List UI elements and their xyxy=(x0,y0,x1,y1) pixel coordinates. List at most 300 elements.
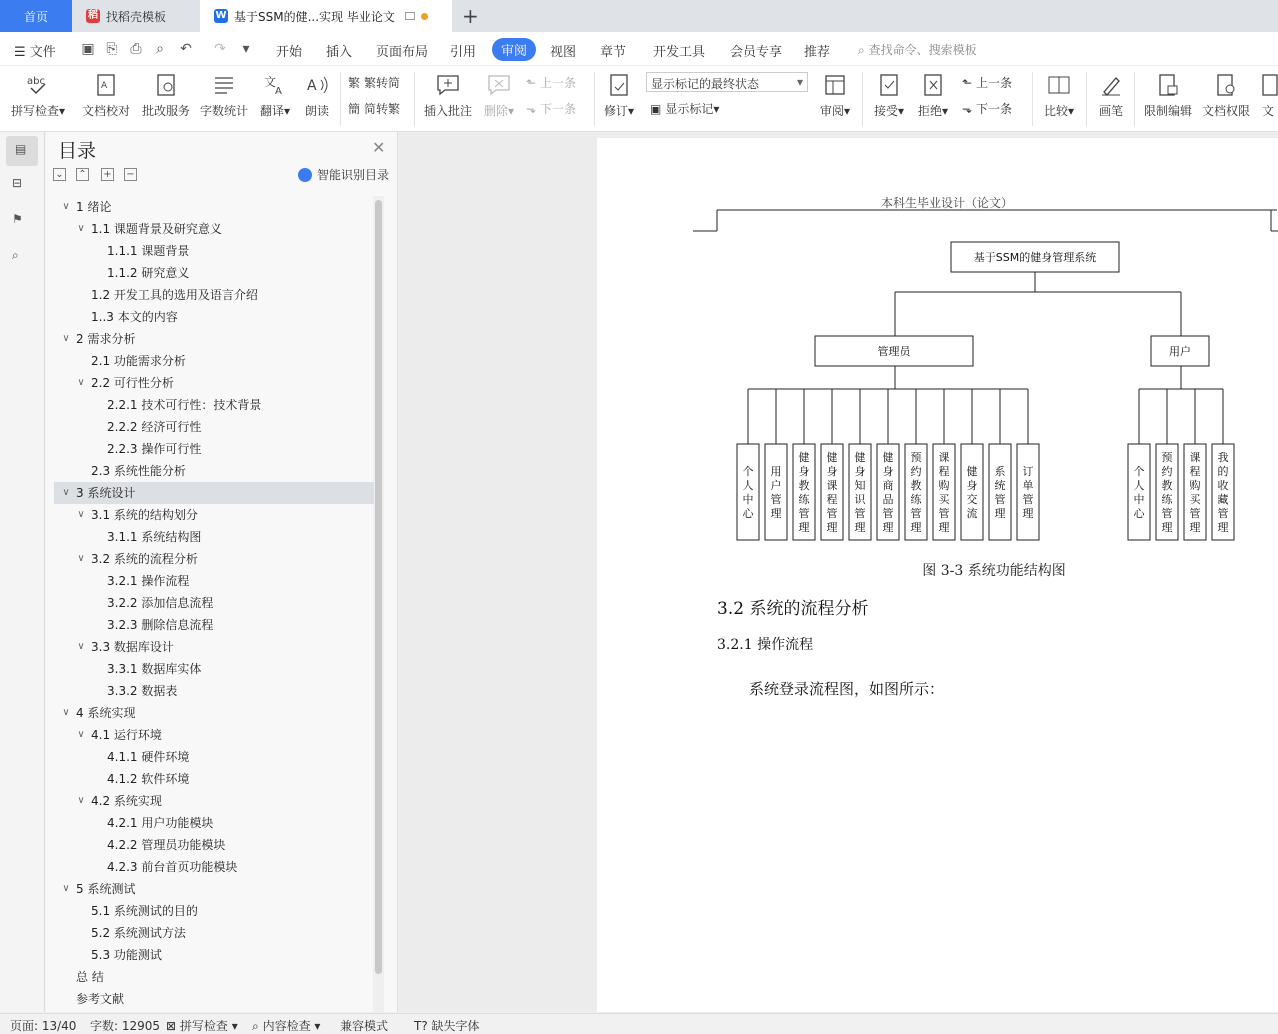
user-node-label: 用户 xyxy=(1169,345,1191,358)
toc-item[interactable] xyxy=(54,482,374,504)
toc-item-label: 5 系统测试 xyxy=(76,882,136,896)
unsaved-dot-icon xyxy=(421,13,428,20)
spell-check-icon xyxy=(25,72,51,98)
toc-item-label: 3.3.2 数据表 xyxy=(107,684,178,698)
leaf-char: 身 xyxy=(798,465,810,478)
reject-label: 拒绝 xyxy=(917,104,942,118)
leaf-char: 管 xyxy=(994,493,1006,506)
spell-status-icon: ⊠ xyxy=(166,1019,177,1033)
toc-item-label: 4.1.2 软件环境 xyxy=(107,772,190,786)
toc-item[interactable] xyxy=(54,746,374,768)
nav-pane-icon[interactable]: ⊟ xyxy=(12,176,23,190)
leaf-char: 健 xyxy=(826,451,838,464)
status-bar xyxy=(0,1013,1278,1033)
chevron-down-icon[interactable]: ∨ xyxy=(77,641,85,652)
compare-button[interactable]: 比较▾ xyxy=(1040,72,1078,119)
insert-comment-icon xyxy=(435,72,461,98)
menu-chapter[interactable]: 章节 xyxy=(600,45,627,60)
leaf-box xyxy=(989,444,1011,540)
prev-change-button[interactable] xyxy=(962,74,1012,91)
toc-item[interactable] xyxy=(54,724,374,746)
leaf-char: 统 xyxy=(994,479,1006,492)
proofread-label: 文档校对 xyxy=(81,104,130,118)
undo-icon[interactable]: ↶ xyxy=(180,41,192,57)
file-menu[interactable]: ☰ 文件 xyxy=(14,45,56,60)
menu-start[interactable]: 开始 xyxy=(276,45,303,60)
chevron-down-icon[interactable]: ∨ xyxy=(77,553,85,564)
menu-member[interactable]: 会员专享 xyxy=(730,45,783,60)
toc-item[interactable] xyxy=(54,196,374,218)
reject-icon xyxy=(920,72,946,98)
menu-developer[interactable]: 开发工具 xyxy=(653,45,706,60)
chevron-down-icon[interactable]: ∨ xyxy=(62,883,70,894)
leaf-char: 用 xyxy=(770,465,782,478)
leaf-char: 户 xyxy=(770,479,782,492)
leaf-box xyxy=(1017,444,1039,540)
next-change-icon: ⬎ xyxy=(962,101,973,116)
toc-item-label: 4.1.1 硬件环境 xyxy=(107,750,190,764)
toc-item[interactable] xyxy=(54,438,374,460)
toc-item-label: 2.1 功能需求分析 xyxy=(91,354,186,368)
page-indicator[interactable]: 页面: 13/40 xyxy=(10,1019,77,1033)
leaf-char: 买 xyxy=(938,493,950,506)
toc-item-label: 5.3 功能测试 xyxy=(91,948,162,962)
leaf-char: 身 xyxy=(882,465,894,478)
structure-diagram xyxy=(597,138,1278,568)
search-icon[interactable]: ⌕ xyxy=(12,248,19,262)
read-aloud-icon xyxy=(304,72,330,98)
leaf-char: 程 xyxy=(826,493,838,506)
expand-plus-icon[interactable]: + xyxy=(101,168,114,181)
toc-item[interactable] xyxy=(54,284,374,306)
leaf-char: 藏 xyxy=(1217,493,1229,506)
toc-item-label: 1 绪论 xyxy=(76,200,112,214)
doc-rights-button[interactable] xyxy=(1200,72,1252,119)
toc-item-label: 4.2 系统实现 xyxy=(91,794,162,808)
toc-item-label: 4.2.1 用户功能模块 xyxy=(107,816,214,830)
leaf-char: 管 xyxy=(1022,493,1034,506)
tab-home[interactable] xyxy=(0,0,72,32)
toc-item[interactable] xyxy=(54,944,374,966)
tab-daoke-label: 找稻壳模板 xyxy=(106,9,167,24)
translate-icon xyxy=(262,72,288,98)
revise-button[interactable]: 修订▾ xyxy=(600,72,638,119)
toc-panel xyxy=(46,132,398,1012)
chevron-down-icon[interactable]: ∨ xyxy=(62,333,70,344)
toc-item[interactable] xyxy=(54,790,374,812)
pen-button[interactable] xyxy=(1094,72,1128,119)
admin-node-label: 管理员 xyxy=(877,345,911,358)
leaf-char: 收 xyxy=(1217,479,1229,492)
toc-item-label: 4 系统实现 xyxy=(76,706,136,720)
leaf-char: 理 xyxy=(854,521,866,534)
wps-writer-icon: W xyxy=(215,10,227,21)
toc-item[interactable] xyxy=(54,812,374,834)
toc-item[interactable] xyxy=(54,988,374,1010)
review-ribbon xyxy=(0,66,1278,132)
toc-item-label: 参考文献 xyxy=(76,992,125,1006)
toc-item-label: 2 需求分析 xyxy=(76,332,136,346)
translate-button[interactable]: 文 A 翻译▾ xyxy=(256,72,294,119)
ribbon-separator xyxy=(1086,72,1087,126)
menu-review[interactable]: 审阅 xyxy=(492,38,536,61)
leaf-char: 理 xyxy=(882,521,894,534)
smart-toc-button[interactable] xyxy=(298,166,389,183)
toc-item-label: 3 系统设计 xyxy=(76,486,136,500)
toc-item[interactable] xyxy=(54,966,374,988)
chevron-down-icon[interactable]: ∨ xyxy=(62,201,70,212)
show-markup-button[interactable]: ▣ 显示标记 ▾ xyxy=(650,101,720,116)
next-change-label: 下一条 xyxy=(976,102,1013,116)
leaf-char: 个 xyxy=(742,465,754,478)
ribbon-separator xyxy=(594,72,595,126)
redo-icon[interactable]: ↷ xyxy=(214,41,226,57)
tab-bar xyxy=(0,0,1278,32)
revise-label: 修订 xyxy=(603,104,628,118)
toc-item-label: 5.1 系统测试的目的 xyxy=(91,904,198,918)
pen-label: 画笔 xyxy=(1098,104,1123,118)
word-count-label: 字数统计 xyxy=(199,104,248,118)
toc-item[interactable] xyxy=(54,328,374,350)
insert-comment-button[interactable] xyxy=(422,72,474,119)
restrict-edit-button[interactable] xyxy=(1140,72,1196,119)
doc-rights-label: 文档权限 xyxy=(1201,104,1250,118)
close-icon[interactable]: ✕ xyxy=(372,138,386,157)
leaf-char: 理 xyxy=(798,521,810,534)
leaf-char: 人 xyxy=(742,479,754,492)
collapse-all-icon[interactable]: ⌄ xyxy=(53,168,66,181)
chevron-down-icon[interactable]: ∨ xyxy=(62,707,70,718)
figure-caption-text: 图 3-3 系统功能结构图 xyxy=(922,563,1066,579)
print-icon[interactable]: ⎙ xyxy=(130,41,142,57)
leaf-char: 管 xyxy=(938,507,950,520)
toc-item[interactable] xyxy=(54,680,374,702)
toc-item-label: 1.1 课题背景及研究意义 xyxy=(91,222,222,236)
next-comment-button[interactable] xyxy=(526,100,576,117)
file-menu-label: 文件 xyxy=(29,45,56,60)
command-search-placeholder: 查找命令、搜索模板 xyxy=(868,43,977,57)
ribbon-separator xyxy=(1134,72,1135,126)
leaf-char: 课 xyxy=(1189,451,1201,464)
toc-item-label: 3.2.3 删除信息流程 xyxy=(107,618,214,632)
leaf-char: 练 xyxy=(798,493,810,506)
leaf-char: 身 xyxy=(826,465,838,478)
leaf-char: 身 xyxy=(854,465,866,478)
leaf-char: 管 xyxy=(910,507,922,520)
toc-item[interactable] xyxy=(54,592,374,614)
toc-scrollbar[interactable] xyxy=(375,200,382,974)
translate-label: 翻译 xyxy=(259,104,284,118)
new-tab-button[interactable]: + xyxy=(462,4,479,28)
leaf-char: 管 xyxy=(1217,507,1229,520)
chevron-down-icon[interactable]: ∨ xyxy=(77,509,85,520)
toc-item[interactable] xyxy=(54,416,374,438)
menu-insert[interactable]: 插入 xyxy=(326,45,353,60)
leaf-char: 健 xyxy=(882,451,894,464)
trad-to-simp-button[interactable] xyxy=(348,74,400,91)
batch-service-button[interactable] xyxy=(140,72,192,119)
menu-layout[interactable]: 页面布局 xyxy=(376,45,429,60)
leaf-char: 交 xyxy=(966,493,978,506)
tab-document-label: 基于SSM的健...实现 毕业论文 xyxy=(234,9,395,24)
root-node-label: 基于SSM的健身管理系统 xyxy=(973,251,1097,264)
expand-up-icon[interactable]: ⌃ xyxy=(76,168,89,181)
toc-item[interactable] xyxy=(54,636,374,658)
toc-item-label: 4.2.2 管理员功能模块 xyxy=(107,838,226,852)
missing-font-label: 缺失字体 xyxy=(431,1019,480,1033)
doc-icon xyxy=(1258,72,1278,98)
toc-item-label: 3.1 系统的结构划分 xyxy=(91,508,198,522)
tab-daoke[interactable] xyxy=(72,0,200,32)
leaf-char: 身 xyxy=(966,479,978,492)
leaf-char: 理 xyxy=(770,507,782,520)
section-heading: 3.2 系统的流程分析 xyxy=(717,599,869,619)
leaf-box xyxy=(1128,444,1150,540)
leaf-box xyxy=(961,444,983,540)
toc-item-label: 1.1.2 研究意义 xyxy=(107,266,190,280)
content-check-status-label: 内容检查 xyxy=(262,1019,311,1033)
content-check-status[interactable]: ⌕ 内容检查 ▾ xyxy=(252,1019,321,1033)
leaf-char: 课 xyxy=(826,479,838,492)
leaf-char: 理 xyxy=(1189,521,1201,534)
doc-more-button[interactable] xyxy=(1258,72,1278,119)
toc-item[interactable] xyxy=(54,394,374,416)
customize-icon[interactable]: ▾ xyxy=(242,41,250,57)
spell-check-status[interactable]: ⊠ 拼写检查 ▾ xyxy=(166,1019,238,1033)
delete-comment-button[interactable]: 删除▾ xyxy=(480,72,518,119)
toc-item[interactable] xyxy=(54,218,374,240)
show-markup-label: 显示标记 xyxy=(665,102,714,116)
menu-reference[interactable]: 引用 xyxy=(450,45,477,60)
leaf-char: 订 xyxy=(1022,465,1034,478)
toc-item[interactable] xyxy=(54,878,374,900)
leaf-char: 知 xyxy=(854,479,866,492)
leaf-char: 约 xyxy=(1161,465,1173,478)
toc-item[interactable] xyxy=(54,922,374,944)
accept-label: 接受 xyxy=(873,104,898,118)
toc-item[interactable] xyxy=(54,350,374,372)
leaf-char: 理 xyxy=(1022,507,1034,520)
toc-item-label: 3.3.1 数据库实体 xyxy=(107,662,202,676)
leaf-char: 管 xyxy=(882,507,894,520)
review-pane-label: 审阅 xyxy=(819,104,844,118)
toc-item-label: 1..3 本文的内容 xyxy=(91,310,178,324)
next-change-button[interactable] xyxy=(962,100,1012,117)
leaf-char: 练 xyxy=(910,493,922,506)
window-icon[interactable] xyxy=(405,12,415,20)
read-aloud-label: 朗读 xyxy=(304,104,329,118)
toc-item[interactable] xyxy=(54,306,374,328)
leaf-char: 系 xyxy=(994,465,1006,478)
prev-comment-label: 上一条 xyxy=(540,76,577,90)
word-count-icon xyxy=(211,72,237,98)
accept-button[interactable]: 接受▾ xyxy=(870,72,908,119)
svg-text:A: A xyxy=(307,78,317,94)
pen-icon xyxy=(1098,72,1124,98)
toc-item[interactable] xyxy=(54,548,374,570)
leaf-char: 预 xyxy=(910,451,922,464)
review-pane-icon xyxy=(822,72,848,98)
reject-button[interactable]: 拒绝▾ xyxy=(914,72,952,119)
leaf-char: 管 xyxy=(1189,507,1201,520)
leaf-char: 识 xyxy=(854,493,866,506)
proofread-button[interactable] xyxy=(80,72,132,119)
prev-comment-icon: ⬑ xyxy=(526,75,537,90)
leaf-char: 练 xyxy=(1161,493,1173,506)
leaf-char: 个 xyxy=(1133,465,1145,478)
svg-text:A: A xyxy=(101,81,108,91)
simp-to-trad-button[interactable] xyxy=(348,100,400,117)
menu-recommend[interactable]: 推荐 xyxy=(804,45,831,60)
leaf-char: 管 xyxy=(798,507,810,520)
print-preview-icon[interactable]: ⌕ xyxy=(156,41,164,57)
search-icon: ⌕ xyxy=(858,43,865,57)
toc-item-label: 2.2 可行性分析 xyxy=(91,376,174,390)
leaf-char: 我 xyxy=(1217,451,1229,464)
toc-item[interactable] xyxy=(54,900,374,922)
toc-item-label: 3.2 系统的流程分析 xyxy=(91,552,198,566)
toc-item[interactable] xyxy=(54,460,374,482)
prev-comment-button[interactable] xyxy=(526,74,576,91)
toc-item-label: 3.2.2 添加信息流程 xyxy=(107,596,214,610)
compare-icon xyxy=(1046,72,1072,98)
toc-item[interactable] xyxy=(54,834,374,856)
markup-state-select[interactable] xyxy=(646,72,808,92)
leaf-char: 流 xyxy=(966,507,978,520)
document-canvas[interactable] xyxy=(399,132,1278,1012)
toc-item[interactable] xyxy=(54,504,374,526)
leaf-char: 健 xyxy=(854,451,866,464)
leaf-char: 买 xyxy=(1189,493,1201,506)
doc-more-label: 文 xyxy=(1261,104,1274,118)
toc-item[interactable] xyxy=(54,768,374,790)
leaf-char: 中 xyxy=(1133,493,1145,506)
subsection-heading: 3.2.1 操作流程 xyxy=(717,637,814,653)
leaf-char: 心 xyxy=(1133,507,1145,520)
chevron-down-icon[interactable]: ∨ xyxy=(77,223,85,234)
chevron-down-icon: ▾ xyxy=(796,75,803,89)
body-paragraph: 系统登录流程图，如图所示： xyxy=(749,680,945,698)
export-pdf-icon[interactable]: ⎘ xyxy=(106,41,118,57)
toc-item[interactable] xyxy=(54,372,374,394)
content-check-icon: ⌕ xyxy=(252,1019,259,1033)
leaf-char: 单 xyxy=(1022,479,1034,492)
toc-item-label: 5.2 系统测试方法 xyxy=(91,926,186,940)
svg-text:A: A xyxy=(275,86,282,97)
review-pane-button[interactable]: 审阅▾ xyxy=(816,72,854,119)
leaf-char: 约 xyxy=(910,465,922,478)
leaf-box xyxy=(737,444,759,540)
toc-item-label: 总 结 xyxy=(76,970,104,984)
leaf-char: 程 xyxy=(1189,465,1201,478)
chevron-down-icon[interactable]: ∨ xyxy=(77,795,85,806)
toc-item-label: 1.1.1 课题背景 xyxy=(107,244,190,258)
show-markup-icon: ▣ xyxy=(650,101,662,116)
save-icon[interactable]: ▣ xyxy=(81,41,95,57)
spell-check-button[interactable]: abc 拼写检查▾ xyxy=(10,72,66,119)
simp-to-trad-label: 简转繁 xyxy=(364,102,401,116)
leaf-char: 健 xyxy=(966,465,978,478)
toc-list xyxy=(46,196,376,1012)
prev-change-label: 上一条 xyxy=(976,76,1013,90)
ribbon-separator xyxy=(340,72,341,126)
insert-comment-label: 插入批注 xyxy=(423,104,472,118)
batch-service-label: 批改服务 xyxy=(141,104,190,118)
bookmark-icon[interactable]: ⚑ xyxy=(12,212,23,226)
word-count-status[interactable]: 字数: 12905 xyxy=(90,1019,161,1033)
leaf-char: 课 xyxy=(938,451,950,464)
toc-item[interactable] xyxy=(54,658,374,680)
toc-item[interactable] xyxy=(54,702,374,724)
leaf-char: 中 xyxy=(742,493,754,506)
chevron-down-icon[interactable]: ∨ xyxy=(77,377,85,388)
tab-document[interactable] xyxy=(200,0,452,32)
leaf-char: 教 xyxy=(798,479,810,492)
delete-comment-label: 删除 xyxy=(483,104,508,118)
batch-service-icon xyxy=(153,72,179,98)
menu-view[interactable]: 视图 xyxy=(550,45,577,60)
leaf-char: 管 xyxy=(854,507,866,520)
toc-item-label: 2.3 系统性能分析 xyxy=(91,464,186,478)
outline-icon: ▤ xyxy=(15,142,27,156)
chevron-down-icon[interactable]: ∨ xyxy=(77,729,85,740)
trad-simp-icon: 繁 xyxy=(348,76,361,90)
leaf-char: 理 xyxy=(938,521,950,534)
trad-to-simp-label: 繁转简 xyxy=(364,76,401,90)
missing-font-status[interactable] xyxy=(414,1017,480,1034)
ribbon-separator xyxy=(414,72,415,126)
doc-rights-icon xyxy=(1213,72,1239,98)
toc-item-label: 2.2.3 操作可行性 xyxy=(107,442,202,456)
leaf-char: 商 xyxy=(882,479,894,492)
svg-text:abc: abc xyxy=(27,76,45,87)
markup-state-value: 显示标记的最终状态 xyxy=(651,77,760,91)
read-aloud-button[interactable] xyxy=(300,72,334,119)
toc-panel-button[interactable] xyxy=(6,136,38,166)
leaf-char: 理 xyxy=(826,521,838,534)
toc-item-label: 2.2.1 技术可行性：技术背景 xyxy=(107,398,262,412)
word-count-button[interactable] xyxy=(198,72,250,119)
missing-font-icon: T? xyxy=(414,1019,428,1033)
chevron-down-icon[interactable]: ∨ xyxy=(62,487,70,498)
left-tool-strip xyxy=(0,132,45,1012)
toc-item-label: 3.3 数据库设计 xyxy=(91,640,174,654)
compare-label: 比较 xyxy=(1043,104,1068,118)
delete-comment-icon xyxy=(486,72,512,98)
leaf-char: 心 xyxy=(742,507,754,520)
toc-item-label: 2.2.2 经济可行性 xyxy=(107,420,202,434)
toc-item[interactable] xyxy=(54,262,374,284)
leaf-char: 管 xyxy=(770,493,782,506)
toc-title: 目录 xyxy=(58,140,97,162)
smart-toc-label: 智能识别目录 xyxy=(317,168,390,182)
next-comment-label: 下一条 xyxy=(540,102,577,116)
collapse-minus-icon[interactable]: − xyxy=(124,168,137,181)
toc-item[interactable] xyxy=(54,856,374,878)
toc-item[interactable] xyxy=(54,570,374,592)
leaf-char: 管 xyxy=(1161,507,1173,520)
leaf-char: 教 xyxy=(910,479,922,492)
toc-item[interactable] xyxy=(54,614,374,636)
menu-bar xyxy=(0,32,1278,66)
command-search[interactable] xyxy=(858,41,977,58)
leaf-box xyxy=(765,444,787,540)
revise-icon xyxy=(606,72,632,98)
accept-icon xyxy=(876,72,902,98)
leaf-char: 品 xyxy=(882,493,894,506)
toc-item[interactable] xyxy=(54,240,374,262)
toc-item[interactable] xyxy=(54,526,374,548)
